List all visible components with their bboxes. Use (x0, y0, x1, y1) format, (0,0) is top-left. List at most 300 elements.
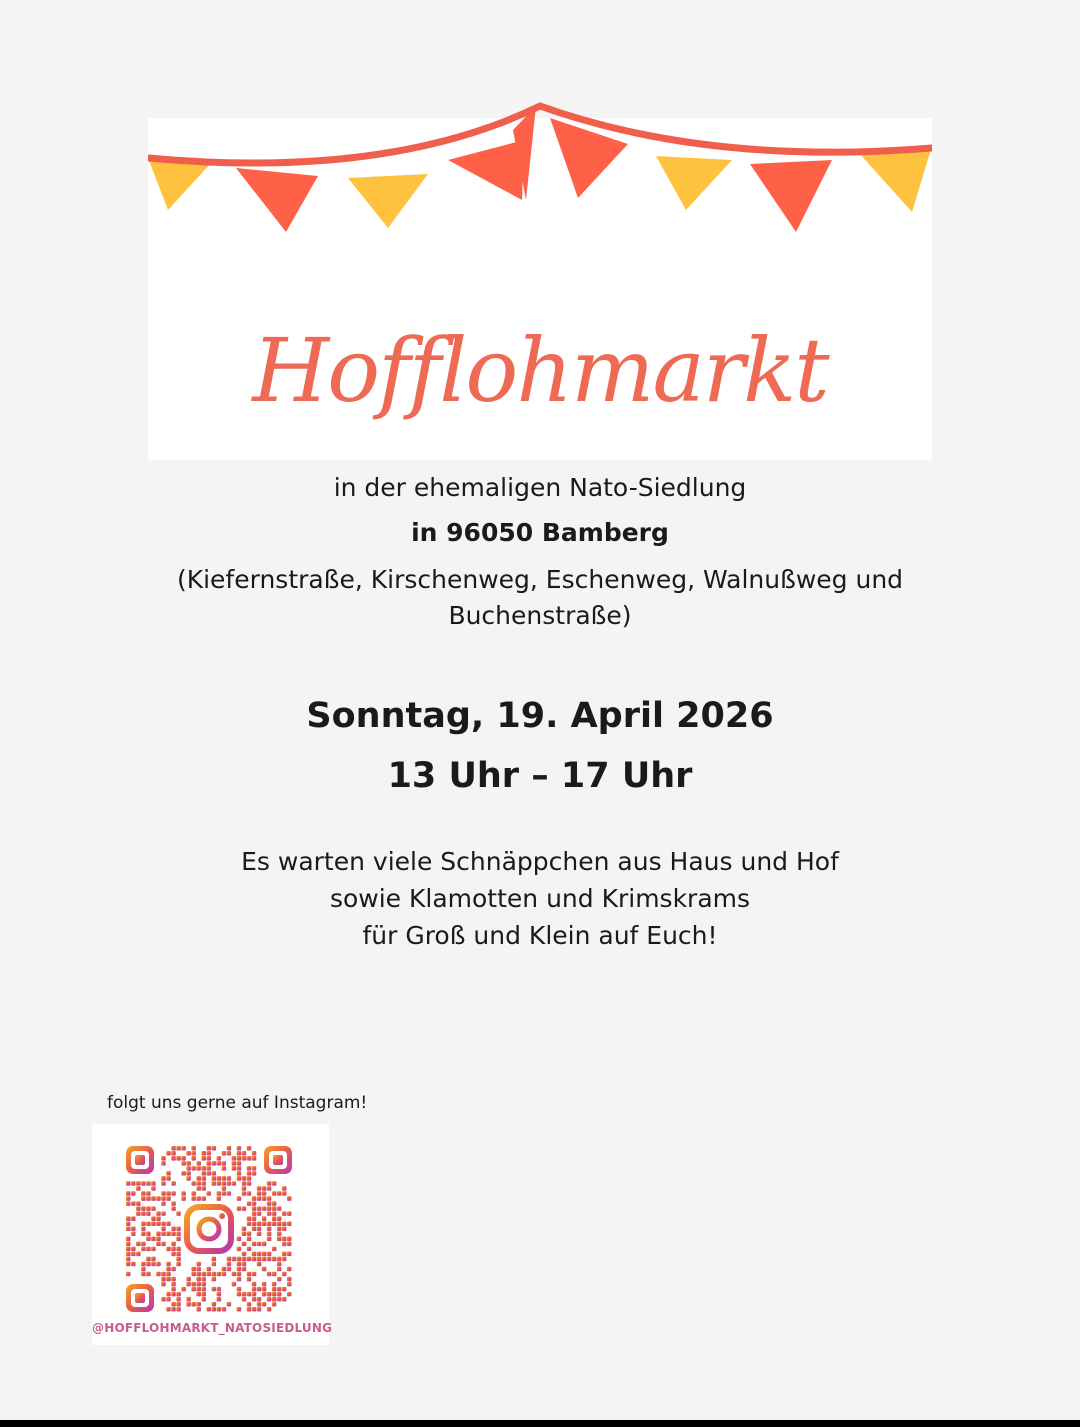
qr-module (247, 1302, 252, 1307)
qr-module (252, 1297, 257, 1302)
qr-module (141, 1196, 146, 1201)
qr-module (161, 1211, 166, 1216)
qr-module (272, 1221, 277, 1226)
qr-module (267, 1307, 272, 1312)
qr-module (151, 1206, 156, 1211)
qr-module (237, 1196, 242, 1201)
qr-module (161, 1221, 166, 1226)
qr-module (191, 1282, 196, 1287)
qr-module (227, 1176, 232, 1181)
qr-module (151, 1186, 156, 1191)
qr-module (126, 1181, 131, 1186)
qr-module (212, 1272, 217, 1277)
qr-module (181, 1171, 186, 1176)
qr-module (201, 1176, 206, 1181)
qr-module (267, 1206, 272, 1211)
qr-module (176, 1226, 181, 1231)
instagram-icon (184, 1204, 234, 1254)
qr-module (166, 1196, 171, 1201)
qr-module (126, 1191, 131, 1196)
qr-module (252, 1242, 257, 1247)
qr-module (267, 1211, 272, 1216)
qr-module (242, 1232, 247, 1237)
qr-module (171, 1146, 176, 1151)
qr-module (242, 1262, 247, 1267)
qr-module (126, 1237, 131, 1242)
qr-module (282, 1287, 287, 1292)
qr-module (227, 1257, 232, 1262)
instagram-note: folgt uns gerne auf Instagram! (107, 1093, 368, 1113)
qr-module (196, 1307, 201, 1312)
qr-module (161, 1196, 166, 1201)
qr-module (161, 1176, 166, 1181)
qr-module (217, 1191, 222, 1196)
qr-module (232, 1156, 237, 1161)
qr-module (171, 1191, 176, 1196)
qr-module (126, 1257, 131, 1262)
qr-module (171, 1292, 176, 1297)
qr-module (237, 1292, 242, 1297)
qr-module (237, 1262, 242, 1267)
qr-module (282, 1226, 287, 1231)
qr-module (176, 1292, 181, 1297)
qr-module (262, 1282, 267, 1287)
qr-module (126, 1242, 131, 1247)
qr-module (247, 1191, 252, 1196)
qr-module (247, 1156, 252, 1161)
qr-module (146, 1181, 151, 1186)
event-title: Hofflohmarkt (252, 319, 828, 422)
qr-module (171, 1232, 176, 1237)
qr-module (201, 1196, 206, 1201)
qr-module (217, 1196, 222, 1201)
qr-module (171, 1201, 176, 1206)
pennant-flag (750, 160, 832, 232)
qr-module (267, 1181, 272, 1186)
qr-code[interactable] (126, 1146, 292, 1312)
qr-module (262, 1196, 267, 1201)
qr-module (242, 1267, 247, 1272)
qr-module (196, 1166, 201, 1171)
qr-module (287, 1277, 292, 1282)
qr-module (186, 1151, 191, 1156)
qr-module (161, 1201, 166, 1206)
qr-module (171, 1277, 176, 1282)
qr-module (161, 1272, 166, 1277)
qr-module (262, 1206, 267, 1211)
qr-module (206, 1171, 211, 1176)
qr-module (131, 1181, 136, 1186)
qr-module (272, 1272, 277, 1277)
qr-module (252, 1216, 257, 1221)
pennant-flag (148, 158, 212, 210)
qr-module (141, 1232, 146, 1237)
qr-module (227, 1151, 232, 1156)
qr-module (242, 1242, 247, 1247)
qr-module (262, 1252, 267, 1257)
qr-module (181, 1196, 186, 1201)
qr-module (272, 1211, 277, 1216)
qr-module (262, 1267, 267, 1272)
qr-module (166, 1221, 171, 1226)
qr-module (206, 1166, 211, 1171)
qr-module (237, 1176, 242, 1181)
qr-module (242, 1297, 247, 1302)
qr-finder-top-right (264, 1146, 292, 1174)
qr-module (237, 1287, 242, 1292)
qr-module (196, 1287, 201, 1292)
qr-module (252, 1272, 257, 1277)
qr-module (282, 1272, 287, 1277)
qr-module (222, 1191, 227, 1196)
qr-module (171, 1156, 176, 1161)
event-time: 13 Uhr – 17 Uhr (387, 756, 693, 796)
qr-module (267, 1237, 272, 1242)
qr-module (227, 1146, 232, 1151)
qr-module (146, 1262, 151, 1267)
qr-module (176, 1211, 181, 1216)
qr-module (227, 1262, 232, 1267)
qr-module (257, 1307, 262, 1312)
qr-module (186, 1282, 191, 1287)
instagram-handle[interactable]: @HOFFLOHMARKT_NATOSIEDLUNG (92, 1321, 333, 1335)
qr-module (156, 1196, 161, 1201)
qr-module (262, 1216, 267, 1221)
qr-module (252, 1282, 257, 1287)
qr-module (136, 1201, 141, 1206)
qr-module (217, 1161, 222, 1166)
qr-module (247, 1221, 252, 1226)
qr-module (267, 1186, 272, 1191)
qr-module (237, 1307, 242, 1312)
qr-module (277, 1206, 282, 1211)
qr-module (277, 1267, 282, 1272)
qr-module (282, 1186, 287, 1191)
qr-module (176, 1232, 181, 1237)
qr-module (166, 1307, 171, 1312)
qr-module (201, 1282, 206, 1287)
qr-module (176, 1302, 181, 1307)
qr-module (262, 1191, 267, 1196)
qr-module (196, 1181, 201, 1186)
qr-module (242, 1292, 247, 1297)
qr-module (217, 1287, 222, 1292)
qr-module (237, 1161, 242, 1166)
qr-module (277, 1287, 282, 1292)
qr-module (136, 1252, 141, 1257)
street-list: (Kiefernstraße, Kirschenweg, Eschenweg, Walnußweg und Buchenstraße) (176, 565, 904, 630)
qr-module (217, 1297, 222, 1302)
qr-module (146, 1206, 151, 1211)
qr-module (247, 1237, 252, 1242)
qr-module (212, 1302, 217, 1307)
qr-module (191, 1151, 196, 1156)
qr-module (277, 1221, 282, 1226)
qr-module (267, 1272, 272, 1277)
qr-module (277, 1262, 282, 1267)
qr-module (131, 1191, 136, 1196)
qr-module (222, 1307, 227, 1312)
qr-module (141, 1272, 146, 1277)
description-line-1: Es warten viele Schnäppchen aus Haus und Hof (241, 847, 839, 876)
qr-module (171, 1242, 176, 1247)
qr-module (242, 1226, 247, 1231)
qr-module (247, 1176, 252, 1181)
qr-module (232, 1161, 237, 1166)
qr-module (267, 1196, 272, 1201)
qr-module (131, 1201, 136, 1206)
qr-module (201, 1181, 206, 1186)
qr-module (181, 1287, 186, 1292)
qr-module (252, 1151, 257, 1156)
qr-module (186, 1277, 191, 1282)
qr-module (272, 1216, 277, 1221)
qr-module (282, 1242, 287, 1247)
location-line-1: in der ehemaligen Nato-Siedlung (333, 473, 747, 502)
qr-module (277, 1257, 282, 1262)
qr-module (212, 1146, 217, 1151)
qr-module (206, 1272, 211, 1277)
qr-module (252, 1257, 257, 1262)
qr-module (252, 1156, 257, 1161)
qr-module (242, 1176, 247, 1181)
qr-module (206, 1191, 211, 1196)
qr-module (151, 1262, 156, 1267)
qr-module (151, 1196, 156, 1201)
qr-module (237, 1272, 242, 1277)
qr-module (186, 1166, 191, 1171)
qr-module (227, 1191, 232, 1196)
qr-module (227, 1181, 232, 1186)
qr-module (277, 1191, 282, 1196)
pennant-flag (860, 146, 932, 212)
qr-module (272, 1201, 277, 1206)
qr-module (242, 1181, 247, 1186)
qr-module (171, 1267, 176, 1272)
qr-module (247, 1247, 252, 1252)
qr-module (247, 1272, 252, 1277)
qr-module (206, 1146, 211, 1151)
qr-module (277, 1292, 282, 1297)
qr-module (191, 1302, 196, 1307)
qr-module (217, 1292, 222, 1297)
qr-module (136, 1186, 141, 1191)
qr-module (181, 1191, 186, 1196)
qr-module (161, 1191, 166, 1196)
qr-module (237, 1171, 242, 1176)
qr-module (201, 1297, 206, 1302)
qr-module (161, 1277, 166, 1282)
qr-module (212, 1307, 217, 1312)
qr-module (222, 1161, 227, 1166)
qr-module (227, 1302, 232, 1307)
qr-module (126, 1262, 131, 1267)
qr-module (237, 1237, 242, 1242)
qr-module (186, 1161, 191, 1166)
qr-module (166, 1232, 171, 1237)
qr-module (287, 1242, 292, 1247)
qr-module (252, 1211, 257, 1216)
qr-module (141, 1262, 146, 1267)
qr-module (166, 1176, 171, 1181)
qr-module (196, 1267, 201, 1272)
qr-module (161, 1297, 166, 1302)
qr-module (136, 1206, 141, 1211)
qr-module (257, 1242, 262, 1247)
qr-module (257, 1257, 262, 1262)
qr-module (191, 1272, 196, 1277)
qr-module (166, 1292, 171, 1297)
qr-module (196, 1282, 201, 1287)
qr-module (201, 1151, 206, 1156)
qr-module (272, 1287, 277, 1292)
pennant-flag (348, 174, 428, 228)
description-line-2: sowie Klamotten und Krimskrams (329, 884, 751, 913)
qr-module (176, 1252, 181, 1257)
qr-module (252, 1206, 257, 1211)
pennant-flag (236, 168, 318, 232)
qr-module (196, 1302, 201, 1307)
qr-module (171, 1252, 176, 1257)
qr-module (166, 1151, 171, 1156)
qr-module (287, 1252, 292, 1257)
qr-module (201, 1277, 206, 1282)
qr-module (247, 1216, 252, 1221)
qr-module (201, 1287, 206, 1292)
qr-module (191, 1196, 196, 1201)
qr-module (242, 1257, 247, 1262)
qr-module (242, 1186, 247, 1191)
qr-module (262, 1287, 267, 1292)
qr-module (146, 1272, 151, 1277)
qr-module (287, 1282, 292, 1287)
qr-module (201, 1272, 206, 1277)
qr-module (126, 1226, 131, 1231)
qr-module (131, 1216, 136, 1221)
qr-module (267, 1292, 272, 1297)
qr-module (222, 1272, 227, 1277)
instagram-qr-card[interactable] (92, 1124, 333, 1345)
qr-finder-top-left (126, 1146, 154, 1174)
qr-module (252, 1196, 257, 1201)
qr-module (252, 1252, 257, 1257)
qr-module (171, 1307, 176, 1312)
qr-module (161, 1282, 166, 1287)
qr-module (267, 1252, 272, 1257)
qr-module (272, 1297, 277, 1302)
qr-module (222, 1166, 227, 1171)
qr-module (151, 1247, 156, 1252)
qr-module (217, 1181, 222, 1186)
qr-module (252, 1171, 257, 1176)
qr-module (156, 1242, 161, 1247)
qr-module (252, 1221, 257, 1226)
qr-module (262, 1186, 267, 1191)
qr-module (151, 1221, 156, 1226)
qr-module (126, 1272, 131, 1277)
qr-module (272, 1257, 277, 1262)
qr-module (217, 1272, 222, 1277)
qr-module (156, 1221, 161, 1226)
qr-module (262, 1221, 267, 1226)
qr-module (171, 1287, 176, 1292)
qr-module (217, 1176, 222, 1181)
qr-module (247, 1201, 252, 1206)
qr-module (161, 1161, 166, 1166)
qr-module (257, 1287, 262, 1292)
qr-module (171, 1302, 176, 1307)
qr-module (151, 1237, 156, 1242)
qr-module (131, 1226, 136, 1231)
qr-module (277, 1216, 282, 1221)
qr-module (247, 1146, 252, 1151)
qr-module (171, 1151, 176, 1156)
qr-module (146, 1191, 151, 1196)
qr-module (166, 1262, 171, 1267)
qr-module (126, 1247, 131, 1252)
qr-module (171, 1206, 176, 1211)
qr-module (237, 1146, 242, 1151)
qr-module (222, 1176, 227, 1181)
qr-module (257, 1232, 262, 1237)
qr-module (237, 1156, 242, 1161)
qr-module (252, 1287, 257, 1292)
qr-module (161, 1226, 166, 1231)
qr-module (237, 1267, 242, 1272)
qr-module (176, 1247, 181, 1252)
qr-module (252, 1166, 257, 1171)
qr-module (272, 1191, 277, 1196)
qr-module (257, 1297, 262, 1302)
qr-module (277, 1226, 282, 1231)
qr-module (252, 1292, 257, 1297)
qr-module (131, 1247, 136, 1252)
qr-module (257, 1221, 262, 1226)
qr-module (212, 1262, 217, 1267)
qr-module (141, 1206, 146, 1211)
qr-module (166, 1267, 171, 1272)
qr-module (272, 1292, 277, 1297)
qr-module (131, 1262, 136, 1267)
qr-module (126, 1221, 131, 1226)
qr-module (176, 1156, 181, 1161)
qr-module (166, 1277, 171, 1282)
qr-module (131, 1252, 136, 1257)
qr-module (166, 1171, 171, 1176)
qr-module (282, 1191, 287, 1196)
qr-module (212, 1181, 217, 1186)
qr-module (217, 1307, 222, 1312)
qr-module (222, 1186, 227, 1191)
qr-module (257, 1252, 262, 1257)
qr-module (267, 1226, 272, 1231)
banner-card (148, 118, 932, 460)
qr-module (166, 1191, 171, 1196)
event-description (200, 843, 880, 954)
qr-module (282, 1211, 287, 1216)
qr-module (272, 1282, 277, 1287)
qr-module (201, 1292, 206, 1297)
qr-module (191, 1156, 196, 1161)
qr-module (206, 1151, 211, 1156)
qr-module (242, 1206, 247, 1211)
qr-module (156, 1262, 161, 1267)
qr-module (222, 1151, 227, 1156)
qr-module (262, 1242, 267, 1247)
qr-module (237, 1277, 242, 1282)
qr-module (156, 1272, 161, 1277)
qr-module (242, 1151, 247, 1156)
